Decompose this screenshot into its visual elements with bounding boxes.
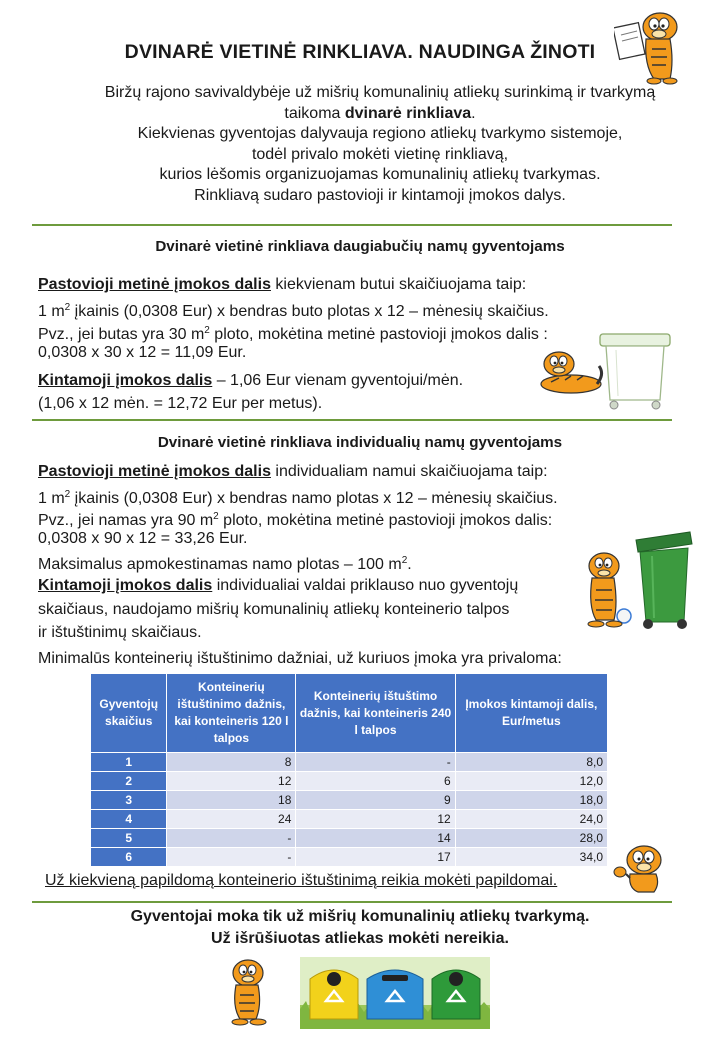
houses-variable-line: Kintamoji įmokos dalis individualiai valdai priklauso nuo gyventojų (38, 577, 519, 594)
apartments-example: Pvz., jei butas yra 30 $m^2$ ploto, mokėtina metinė pastovioji įmokos dalis : (38, 325, 548, 343)
table-row: 3 18 9 18,0 (91, 791, 608, 810)
table-row: 4 24 12 24,0 (91, 810, 608, 829)
divider (32, 901, 672, 903)
houses-calc: 0,0308 x 90 x 12 = 33,26 Eur. (38, 530, 248, 547)
green-bin (432, 970, 480, 1019)
fees-table (90, 673, 608, 867)
intro-line: Biržų rajono savivaldybėje už mišrių komunalinių atliekų surinkimą ir tvarkymą (104, 84, 656, 101)
variable-part-label: Kintamoji įmokos dalis (38, 577, 213, 594)
apartments-heading: Dvinarė vietinė rinkliava daugiabučių namų gyventojams (155, 238, 565, 255)
houses-variable-line-3: ir ištuštinimų skaičiaus. (38, 624, 202, 641)
cat-mascot-icon (614, 5, 684, 85)
apartments-fixed-line: Pastovioji metinė įmokos dalis kiekvienam butui skaičiuojama taip: (38, 276, 527, 293)
intro-line: todėl privalo mokėti vietinę rinkliavą, (251, 145, 509, 163)
apartments-variable-calc: (1,06 x 12 mėn. = 12,72 Eur per metus). (38, 395, 323, 412)
divider (32, 419, 672, 421)
houses-heading: Dvinarė vietinė rinkliava individualių namų gyventojams (157, 434, 563, 451)
intro-line: Kiekvienas gyventojas dalyvauja regiono atliekų tvarkymo sistemoje, (137, 125, 623, 142)
recycling-bins-icon (300, 957, 490, 1029)
intro-line: kurios lėšomis organizuojamas komunalinių atliekų tvarkymas. (159, 166, 601, 183)
table-row: 6 - 17 34,0 (91, 848, 608, 867)
column-header: Konteinerių ištuštinimo dažnis, kai konteineris 120 l talpos (167, 674, 296, 753)
column-header: Įmokos kintamoji dalis, Eur/metus (455, 674, 607, 753)
intro-line: taikoma dvinarė rinkliava. (284, 104, 476, 122)
intro-line: Rinkliavą sudaro pastovioji ir kintamoji įmokos dalys. (194, 186, 566, 204)
apartments-calc: 0,0308 x 30 x 12 = 11,09 Eur. (38, 344, 247, 361)
waste-bin-icon (632, 522, 694, 630)
closing-line: Gyventojai moka tik už mišrių komunalinių atliekų tvarkymą. (130, 908, 590, 925)
column-header: Konteinerių ištuštimo dažnis, kai konteineris 240 l talpos (296, 674, 455, 753)
variable-part-label: Kintamoji įmokos dalis (38, 372, 213, 389)
apartments-variable-line: Kintamoji įmokos dalis – 1,06 Eur vienam gyventojui/mėn. (38, 372, 464, 389)
table-header-row (91, 674, 608, 753)
houses-variable-line-2: skaičiaus, naudojamo mišrių komunalinių atliekų konteinerio talpos (38, 601, 510, 618)
houses-min-text: Minimalūs konteinerių ištuštinimo dažniai, už kuriuos įmoka yra privaloma: (38, 650, 562, 667)
yellow-bin (310, 970, 358, 1019)
page-title: DVINARĖ VIETINĖ RINKLIAVA. NAUDINGA ŽINOTI (124, 41, 596, 63)
intro-bold-term: dvinarė rinkliava (344, 104, 472, 122)
houses-fixed-line: Pastovioji metinė įmokos dalis individualiam namui skaičiuojama taip: (38, 463, 548, 480)
table-row: 2 12 6 12,0 (91, 772, 608, 791)
houses-example: Pvz., jei namas yra 90 $m^2$ ploto, mokėtina metinė pastovioji įmokos dalis: (38, 511, 553, 529)
cat-mascot-icon (578, 548, 636, 632)
intro-paragraph (40, 83, 720, 206)
extra-emptying-note: Už kiekvieną papildomą konteinerio ištuštinimą reikia mokėti papildomai. (45, 872, 558, 889)
cat-mascot-icon (610, 838, 672, 894)
fixed-part-label: Pastovioji metinė įmokos dalis (38, 276, 271, 293)
divider (32, 224, 672, 226)
houses-max-area: Maksimalus apmokestinamas namo plotas – 100 $m^2$. (38, 555, 412, 573)
table-row: 5 - 14 28,0 (91, 829, 608, 848)
waste-bin-icon (598, 328, 672, 412)
cat-mascot-icon (537, 344, 605, 396)
fixed-part-label: Pastovioji metinė įmokos dalis (38, 463, 271, 480)
houses-formula: 1 $m^2$ įkainis (0,0308 Eur) x bendras namo plotas x 12 – mėnesių skaičius. (38, 489, 558, 507)
blue-bin (367, 970, 423, 1019)
closing-line: Už išrūšiuotas atliekas mokėti nereikia. (211, 929, 509, 947)
apartments-formula: 1 $m^2$ įkainis (0,0308 Eur) x bendras buto plotas x 12 – mėnesių skaičius. (38, 302, 549, 320)
table-row: 1 8 - 8,0 (91, 753, 608, 772)
column-header: Gyventojų skaičius (91, 674, 167, 753)
cat-mascot-icon (218, 955, 274, 1027)
closing-statement (0, 906, 720, 949)
